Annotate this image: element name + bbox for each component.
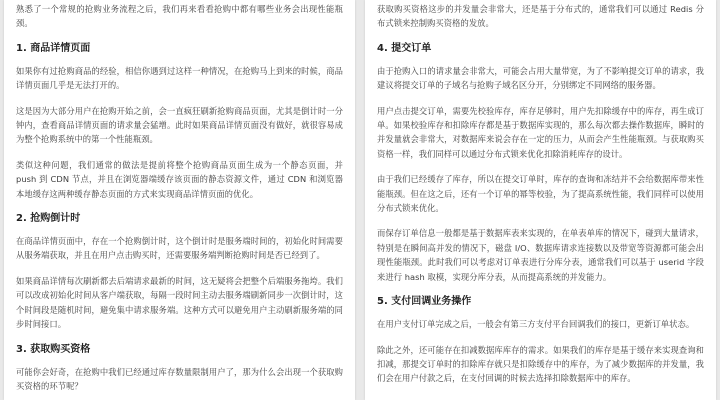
paragraph: 如果商品详情每次刷新都去后端请求最新的时间，这无疑将会把整个后端服务拖垮。我们可以改成初始化时间从客户端获取，每隔一段时间主动去服务端刷新同步一次倒计时，这个时间段是随机时间，避免集中请求服务端。这种方式可以避免用户主动刷新服务端的同步时间接口。 <box>16 275 343 330</box>
paragraph: 由于我们已经缓存了库存，所以在提交订单时，库存的查询和冻结并不会给数据库带来性能瓶颈。但在这之后，还有一个订单的幂等校验，为了提高系统性能，我们同样可以使用分布式锁来优化。 <box>377 174 704 214</box>
paragraph: 这是因为大部分用户在抢购开始之前，会一直疯狂刷新抢购商品页面，尤其是倒计时一分钟内，查看商品详情页面的请求量会猛增。此时如果商品详情页面没有做好，就很容易成为整个抢购系统中的第一个性能瓶颈。 <box>16 105 343 145</box>
paragraph: 如果你有过抢购商品的经验，相信你遇到过这样一种情况，在抢购马上到来的时候，商品详情页面几乎是无法打开的。 <box>16 65 343 91</box>
intro-paragraph: 熟悉了一个常规的抢购业务流程之后，我们再来看看抢购中都有哪些业务会出现性能瓶颈。 <box>16 4 343 29</box>
paragraph: 而保存订单信息一般都是基于数据库表来实现的，在单表单库的情况下，碰到大量请求，特别是在瞬间高并发的情况下，磁盘 I/O、数据库请求连接数以及带宽等资源都可能会出现性能瓶颈。此时我们可以考虑对订单表进行分库分表，通常我们可以基于 userid 字段来进行 hash 取模，实现分库分表，从而提高系统的并发能力。 <box>377 228 704 282</box>
paragraph: 由于抢购入口的请求量会非常大，可能会占用大量带宽，为了不影响提交订单的请求，我建议将提交订单的子域名与抢购子域名区分开，分别绑定不同网络的服务器。 <box>377 65 704 91</box>
heading-purchase-eligibility: 3. 获取购买资格 <box>16 343 91 355</box>
right-page <box>365 0 716 400</box>
continued-paragraph: 获取购买资格这步的并发量会非常大，还是基于分布式的，通常我们可以通过 Redis 分布式锁来控制购买资格的发放。 <box>377 4 704 29</box>
paragraph: 除此之外，还可能存在扣减数据库库存的需求。如果我们的库存是基于缓存来实现查询和扣减，那提交订单时的扣除库存就只是扣除缓存中的库存，为了减少数据库的并发量，我们会在用户付款之后，在支付回调的时候去选择扣除数据库中的库存。 <box>377 344 704 384</box>
paragraph: 可能你会好奇，在抢购中我们已经通过库存数量限制用户了，那为什么会出现一个获取购买资格的环节呢？ <box>16 366 343 391</box>
paragraph: 在用户支付订单完成之后，一般会有第三方支付平台回调我们的接口，更新订单状态。 <box>377 319 695 330</box>
paragraph: 在商品详情页面中，存在一个抢购倒计时，这个倒计时是服务端时间的，初始化时间需要从服务端获取，并且在用户点击购买时，还需要服务端判断抢购时间是否已经到了。 <box>16 236 343 261</box>
heading-payment-callback: 5. 支付回调业务操作 <box>377 296 472 308</box>
heading-product-detail: 1. 商品详情页面 <box>16 42 91 54</box>
paragraph: 类似这种问题，我们通常的做法是提前将整个抢购商品页面生成为一个静态页面，并 push 到 CDN 节点，并且在浏览器端缓存该页面的静态资源文件，通过 CDN 和浏览器本地缓存这两种缓存静态页面的方式来实现商品详情页面的优化。 <box>16 159 343 199</box>
heading-countdown: 2. 抢购倒计时 <box>16 213 81 225</box>
paragraph: 用户点击提交订单，需要先校验库存，库存足够时，用户先扣除缓存中的库存，再生成订单。如果校验库存和扣除库存都是基于数据库实现的，那么每次都去操作数据库，瞬时的并发量就会非常大，对数据库来说会存在一定的压力，从而会产生性能瓶颈。与获取购买资格一样，我们同样可以通过分布式锁来优化扣除消耗库存的设计。 <box>377 105 704 159</box>
left-page <box>4 0 355 400</box>
heading-submit-order: 4. 提交订单 <box>377 42 432 54</box>
